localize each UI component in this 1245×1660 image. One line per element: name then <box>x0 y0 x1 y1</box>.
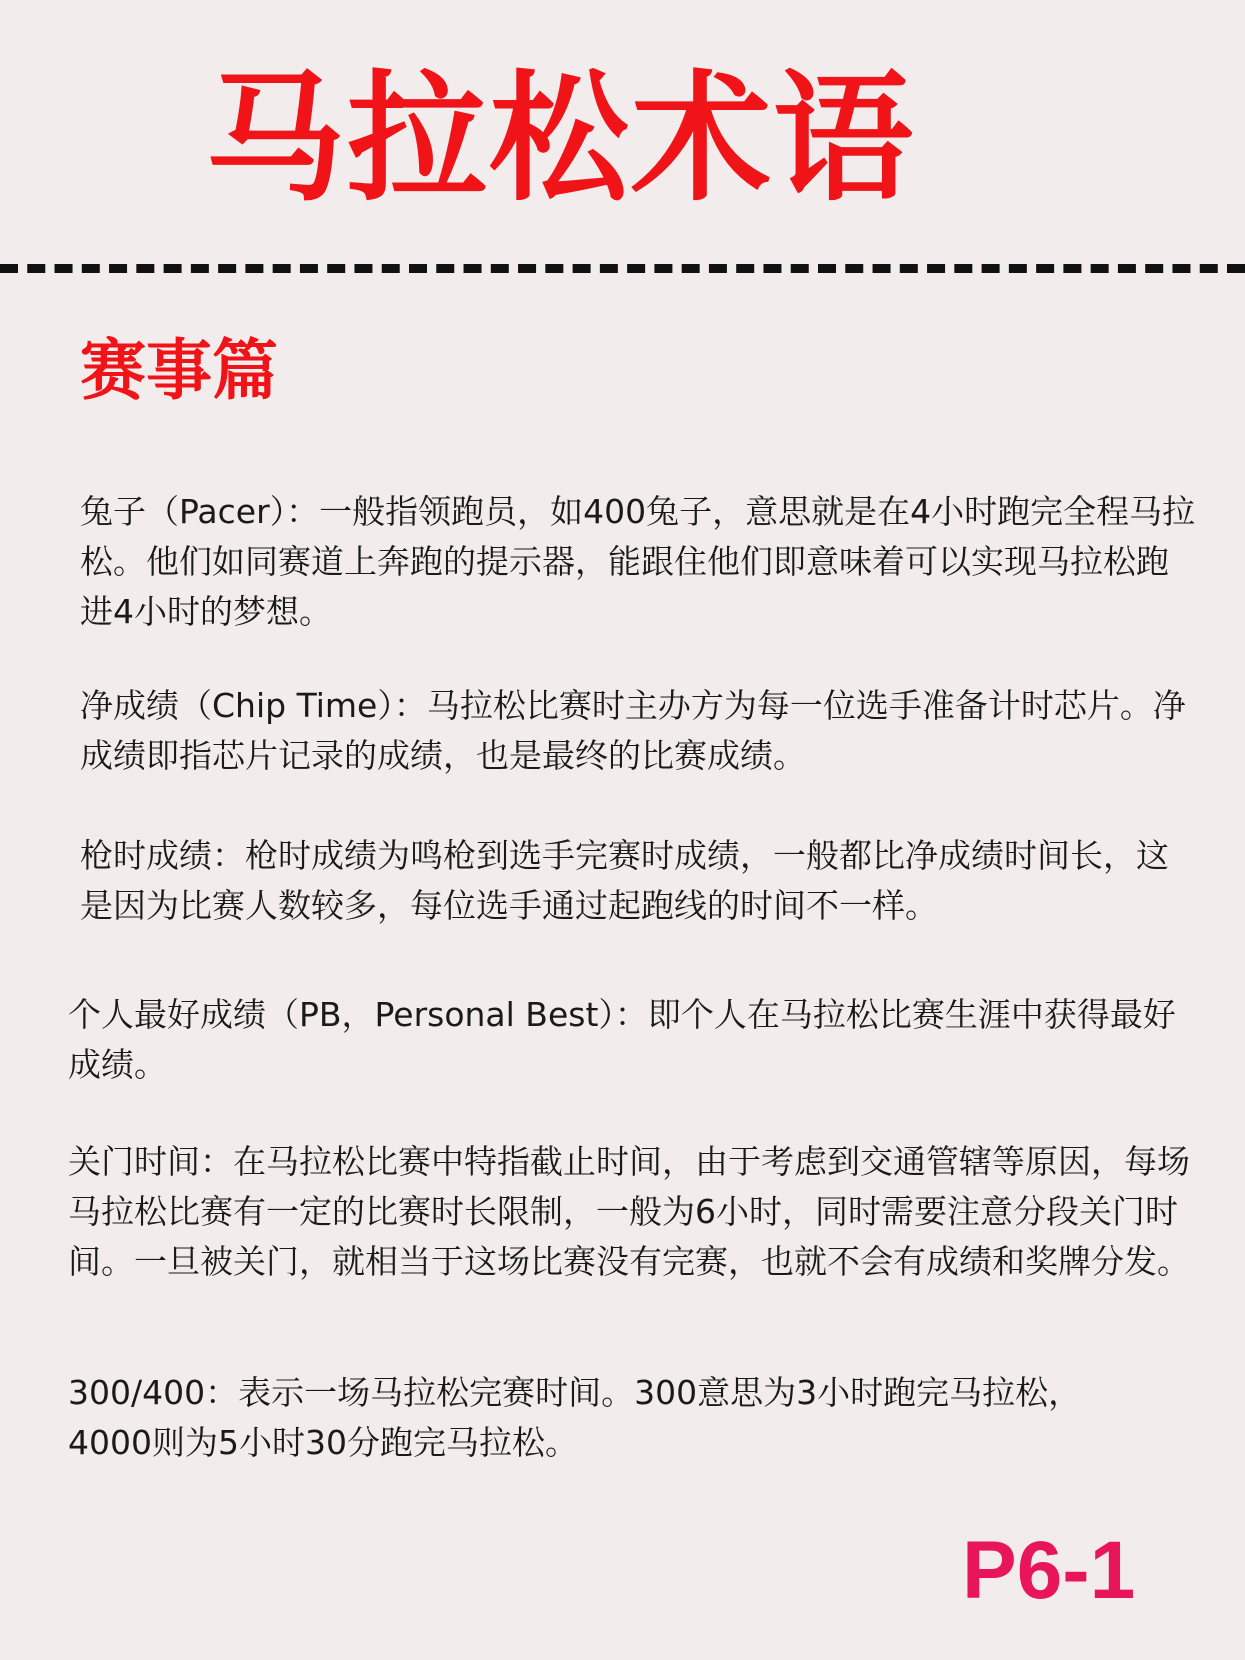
entry-term: 净成绩（Chip Time） <box>80 686 394 725</box>
entry-term: 300/400 <box>68 1373 206 1412</box>
page-title: 马拉松术语 <box>204 58 915 221</box>
entry-pacer <box>80 487 1200 637</box>
entry-personal-best <box>68 990 1178 1090</box>
entry-chip-time <box>80 681 1190 781</box>
entry-separator: ： <box>212 836 245 875</box>
entry-term: 关门时间 <box>68 1142 200 1181</box>
entry-description: 一般指领跑员，如400兔子，意思就是在4小时跑完全程马拉松。他们如同赛道上奔跑的提示器，能跟住他们即意味着可以实现马拉松跑进4小时的梦想。 <box>80 492 1196 631</box>
entry-description: 马拉松比赛时主办方为每一位选手准备计时芯片。净成绩即指芯片记录的成绩，也是最终的比赛成绩。 <box>80 686 1186 775</box>
entry-gun-time <box>80 831 1170 931</box>
entry-term: 兔子（Pacer） <box>80 492 287 531</box>
entry-separator: ： <box>614 995 648 1034</box>
entry-term: 个人最好成绩（PB，Personal Best） <box>68 995 615 1034</box>
entry-separator: ： <box>205 1373 239 1412</box>
entry-description: 枪时成绩为鸣枪到选手完赛时成绩，一般都比净成绩时间长，这是因为比赛人数较多，每位选手通过起跑线的时间不一样。 <box>80 836 1169 925</box>
entry-finish-time <box>68 1368 1148 1468</box>
entry-separator: ： <box>200 1142 233 1181</box>
entry-description: 在马拉松比赛中特指截止时间，由于考虑到交通管辖等原因，每场马拉松比赛有一定的比赛时长限制，一般为6小时，同时需要注意分段关门时间。一旦被关门，就相当于这场比赛没有完赛，也就不会有成绩和奖牌分发。 <box>68 1142 1190 1281</box>
entry-separator: ： <box>393 686 427 725</box>
dashed-divider <box>0 264 1245 273</box>
entry-description: 即个人在马拉松比赛生涯中获得最好成绩。 <box>68 995 1176 1084</box>
entry-separator: ： <box>286 492 320 531</box>
section-title: 赛事篇 <box>80 332 278 409</box>
entry-cutoff-time <box>68 1137 1208 1287</box>
page-number: P6-1 <box>962 1525 1136 1616</box>
entry-term: 枪时成绩 <box>80 836 212 875</box>
entry-description: 表示一场马拉松完赛时间。300意思为3小时跑完马拉松，4000则为5小时30分跑完马拉松。 <box>68 1373 1082 1462</box>
